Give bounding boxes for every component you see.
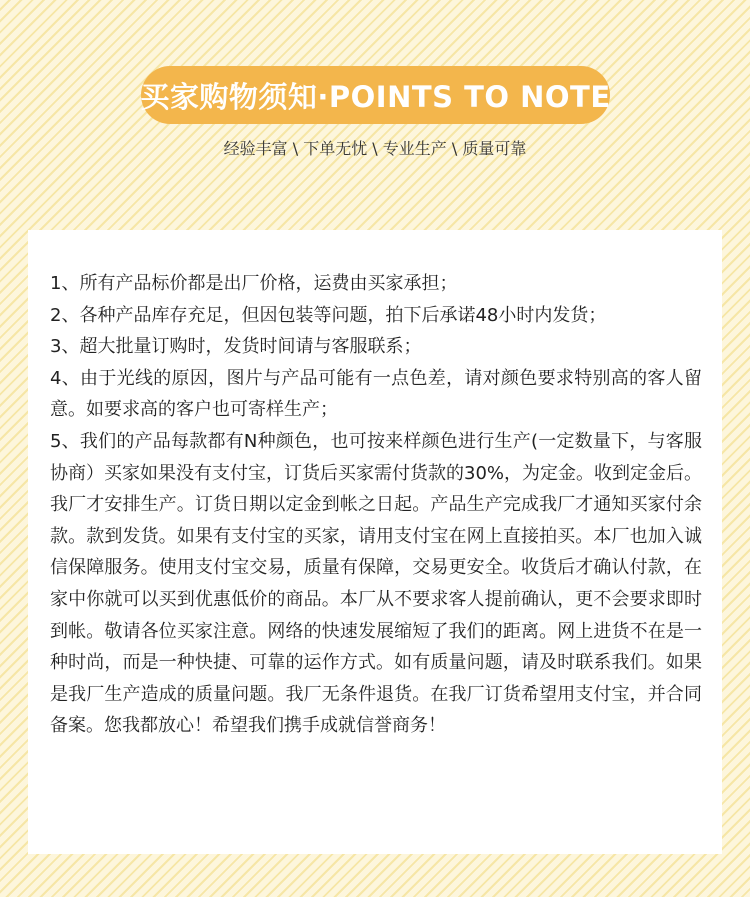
subtitle-tagline: 经验丰富 \ 下单无忧 \ 专业生产 \ 质量可靠 — [223, 139, 527, 158]
page-title-banner — [141, 66, 610, 124]
notes-list — [50, 268, 702, 742]
page-title: 买家购物须知·POINTS TO NOTE — [140, 79, 611, 114]
note-item-2: 2、各种产品库存充足，但因包装等问题，拍下后承诺48小时内发货； — [50, 304, 607, 326]
note-item-1: 1、所有产品标价都是出厂价格，运费由买家承担； — [50, 273, 458, 294]
note-item-4: 4、由于光线的原因，图片与产品可能有一点色差，请对颜色要求特别高的客人留意。如要求高的客户也可寄样生产； — [50, 367, 702, 421]
notes-card — [28, 230, 722, 854]
note-item-3: 3、超大批量订购时，发货时间请与客服联系； — [50, 336, 422, 358]
note-item-5: 5、我们的产品每款都有N种颜色，也可按来样颜色进行生产(一定数量下，与客服协商）买家如果没有支付宝，订货后买家需付货款的30%，为定金。收到定金后。我厂才安排生产。订货日期以定金到帐之日起。产品生产完成我厂才通知买家付余款。款到发货。如果有支付宝的买家，请用支付宝在网上直接拍买。本厂也加入诚信保障服务。使用支付宝交易，质量有保障，交易更安全。收货后才确认付款，在家中你就可以买到优惠低价的商品。本厂从不要求客人提前确认，更不会要求即时到帐。敬请各位买家注意。网络的快速发展缩短了我们的距离。网上进货不在是一种时尚，而是一种快捷、可靠的运作方式。如有质量问题，请及时联系我们。如果是我厂生产造成的质量问题。我厂无条件退货。在我厂订货希望用支付宝，并合同备案。您我都放心！希望我们携手成就信誉商务！ — [50, 430, 703, 737]
